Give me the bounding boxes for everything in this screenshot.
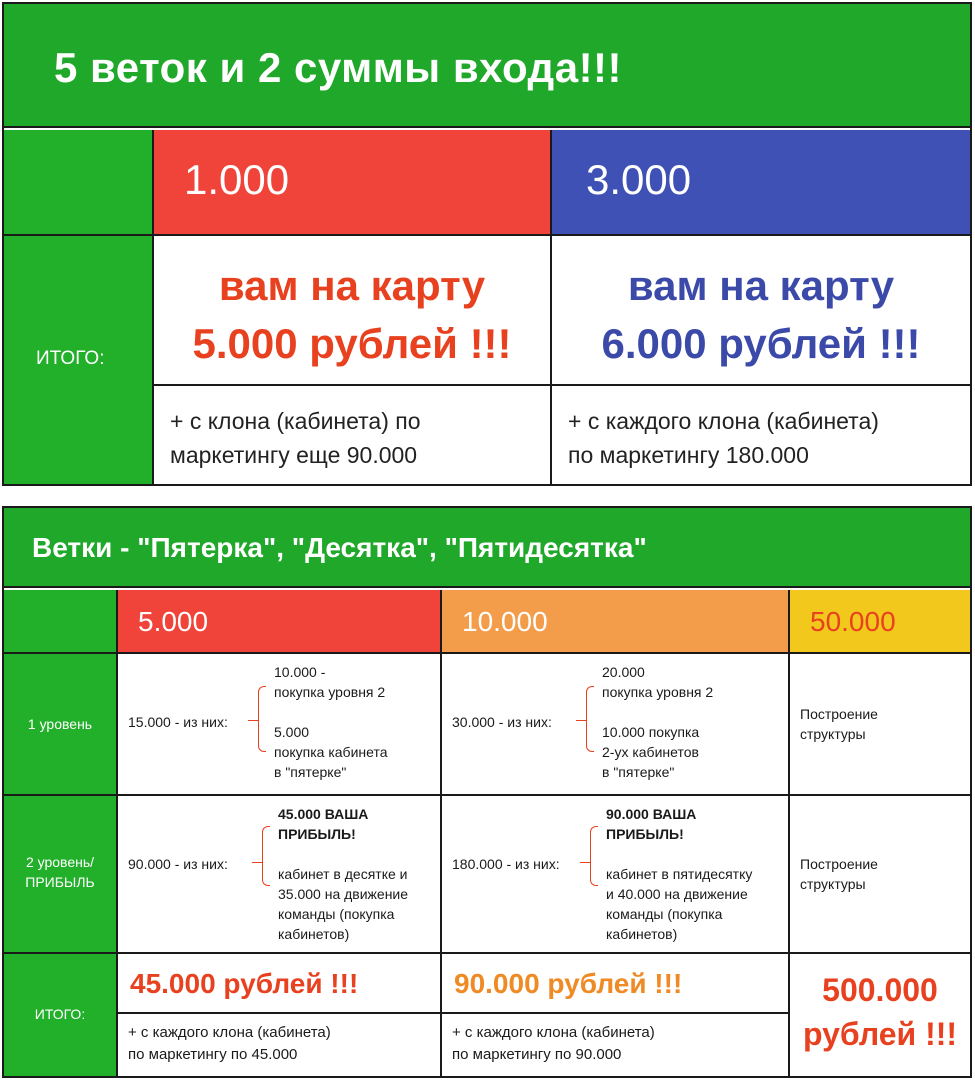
- top-header-1000: [154, 130, 552, 236]
- bottom-itogo-cell: [4, 954, 118, 1076]
- level2-10000-a2: ПРИБЫЛЬ!: [606, 826, 684, 842]
- top-result-1000: [154, 236, 552, 386]
- top-header-3000: [552, 130, 970, 236]
- level1-10000-a2: покупка уровня 2: [602, 684, 714, 700]
- top-note-1000-line1: + с клона (кабинета) по: [170, 408, 421, 434]
- level2-cell-5000: [118, 796, 442, 954]
- top-title-row: [4, 4, 970, 128]
- level1-10000-b3: в "пятерке": [602, 764, 675, 780]
- total-note-10000-l2: по маркетингу по 90.000: [452, 1046, 622, 1063]
- level2-10000-b1: кабинет в пятидесятку: [606, 866, 753, 882]
- level2-10000-a1: 90.000 ВАША: [606, 806, 697, 822]
- level1-10000-b1: 10.000 покупка: [602, 724, 700, 740]
- total-cell-5000: [118, 954, 442, 1014]
- level1-10000-brace-tick: [576, 720, 586, 721]
- total-cell-10000: [442, 954, 790, 1014]
- level2-5000-part-b: [278, 864, 408, 944]
- level1-5000-part-a: [274, 662, 385, 702]
- level1-50000-l2: структуры: [800, 726, 866, 742]
- total-note-cell-5000: [118, 1014, 442, 1076]
- bottom-table: [2, 506, 972, 1078]
- top-table: [2, 2, 972, 486]
- level1-5000-brace-tick: [248, 720, 258, 721]
- top-note-3000-text: [568, 404, 879, 472]
- level1-10000-brace: [586, 686, 594, 752]
- bottom-header-5000-text: 5.000: [138, 606, 209, 637]
- level2-50000-l2: структуры: [800, 876, 866, 892]
- level2-label: [4, 852, 116, 892]
- level2-cell-50000: [790, 796, 970, 954]
- level1-10000-a1: 20.000: [602, 664, 645, 680]
- level1-5000-b2: покупка кабинета: [274, 744, 388, 760]
- top-itogo-label: ИТОГО:: [36, 348, 105, 369]
- top-note-1000-line2: маркетингу еще 90.000: [170, 442, 418, 468]
- level1-50000-text: [800, 704, 878, 744]
- bottom-title-row: [4, 508, 970, 588]
- total-5000: 45.000 рублей !!!: [130, 968, 359, 999]
- top-result-3000-line2: 6.000 рублей !!!: [601, 320, 921, 367]
- total-10000: 90.000 рублей !!!: [454, 968, 683, 999]
- level1-5000-a1: 10.000 -: [274, 664, 326, 680]
- top-itogo-cell: [4, 236, 154, 484]
- level1-5000-b3: в "пятерке": [274, 764, 347, 780]
- level2-10000-brace: [590, 826, 598, 886]
- level1-cell-5000: [118, 654, 442, 796]
- level2-50000-text: [800, 854, 878, 894]
- level2-10000-brace-tick: [580, 862, 590, 863]
- level2-label-cell: [4, 796, 118, 954]
- total-cell-50000: [790, 954, 970, 1076]
- level2-10000-part-b: [606, 864, 752, 944]
- bottom-header-10000-text: 10.000: [462, 606, 548, 637]
- bottom-header-5000: [118, 590, 442, 654]
- level2-5000-b1: кабинет в десятке и: [278, 866, 408, 882]
- level2-50000-l1: Построение: [800, 856, 878, 872]
- level1-5000-part-b: [274, 722, 388, 782]
- total-note-10000-l1: + с каждого клона (кабинета): [452, 1024, 655, 1041]
- bottom-title: Ветки - "Пятерка", "Десятка", "Пятидесятка": [32, 532, 647, 563]
- total-note-10000: [452, 1022, 655, 1066]
- top-result-1000-line2: 5.000 рублей !!!: [192, 320, 512, 367]
- level2-5000-part-a: [278, 804, 368, 844]
- level1-10000-part-a: [602, 662, 713, 702]
- total-50000-l2: рублей !!!: [802, 1016, 958, 1052]
- level2-10000-b2: и 40.000 на движение: [606, 886, 748, 902]
- level2-5000-brace: [262, 826, 270, 886]
- top-corner-cell: [4, 130, 154, 236]
- top-note-1000-text: [170, 404, 421, 472]
- level1-10000-part-b: [602, 722, 699, 782]
- level2-10000-b4: кабинетов): [606, 926, 678, 942]
- level2-5000-a2: ПРИБЫЛЬ!: [278, 826, 356, 842]
- top-amount-3000: 3.000: [586, 156, 692, 203]
- level2-5000-b4: кабинетов): [278, 926, 350, 942]
- level2-5000-b2: 35.000 на движение: [278, 886, 409, 902]
- top-note-3000: [552, 386, 970, 484]
- top-note-3000-line1: + с каждого клона (кабинета): [568, 408, 879, 434]
- level1-label: 1 уровень: [27, 716, 93, 732]
- level2-5000-b3: команды (покупка: [278, 906, 395, 922]
- level2-label-l1: 2 уровень/: [25, 854, 95, 870]
- level2-10000-main: 180.000 - из них:: [452, 856, 560, 872]
- level1-label-cell: [4, 654, 118, 796]
- top-note-3000-line2: по маркетингу 180.000: [568, 442, 809, 468]
- total-50000: [790, 968, 970, 1056]
- level1-5000-main: 15.000 - из них:: [128, 714, 228, 730]
- bottom-header-50000: [790, 590, 970, 654]
- level1-5000-brace: [258, 686, 266, 752]
- top-amount-1000: 1.000: [184, 156, 290, 203]
- level1-cell-10000: [442, 654, 790, 796]
- level2-5000-a1: 45.000 ВАША: [278, 806, 369, 822]
- bottom-corner-cell: [4, 590, 118, 654]
- level2-10000-b3: команды (покупка: [606, 906, 723, 922]
- level1-50000-l1: Построение: [800, 706, 878, 722]
- level2-10000-part-a: [606, 804, 696, 844]
- total-50000-l1: 500.000: [822, 972, 938, 1008]
- top-note-1000: [154, 386, 552, 484]
- bottom-header-10000: [442, 590, 790, 654]
- level2-5000-main: 90.000 - из них:: [128, 856, 228, 872]
- level1-cell-50000: [790, 654, 970, 796]
- level2-5000-brace-tick: [252, 862, 262, 863]
- level2-label-l2: ПРИБЫЛЬ: [25, 874, 95, 890]
- level1-10000-main: 30.000 - из них:: [452, 714, 552, 730]
- bottom-itogo-label: ИТОГО:: [34, 1006, 86, 1022]
- total-note-cell-10000: [442, 1014, 790, 1076]
- total-note-5000-l1: + с каждого клона (кабинета): [128, 1024, 331, 1041]
- top-title: 5 веток и 2 суммы входа!!!: [54, 44, 623, 91]
- level1-5000-b1: 5.000: [274, 724, 310, 740]
- level1-10000-b2: 2-ух кабинетов: [602, 744, 699, 760]
- bottom-header-50000-text: 50.000: [810, 606, 896, 637]
- top-result-3000: [552, 236, 970, 386]
- level2-cell-10000: [442, 796, 790, 954]
- total-note-5000-l2: по маркетингу по 45.000: [128, 1046, 298, 1063]
- top-result-1000-line1: вам на карту: [218, 262, 486, 309]
- level1-5000-a2: покупка уровня 2: [274, 684, 386, 700]
- top-result-3000-line1: вам на карту: [627, 262, 895, 309]
- total-note-5000: [128, 1022, 331, 1066]
